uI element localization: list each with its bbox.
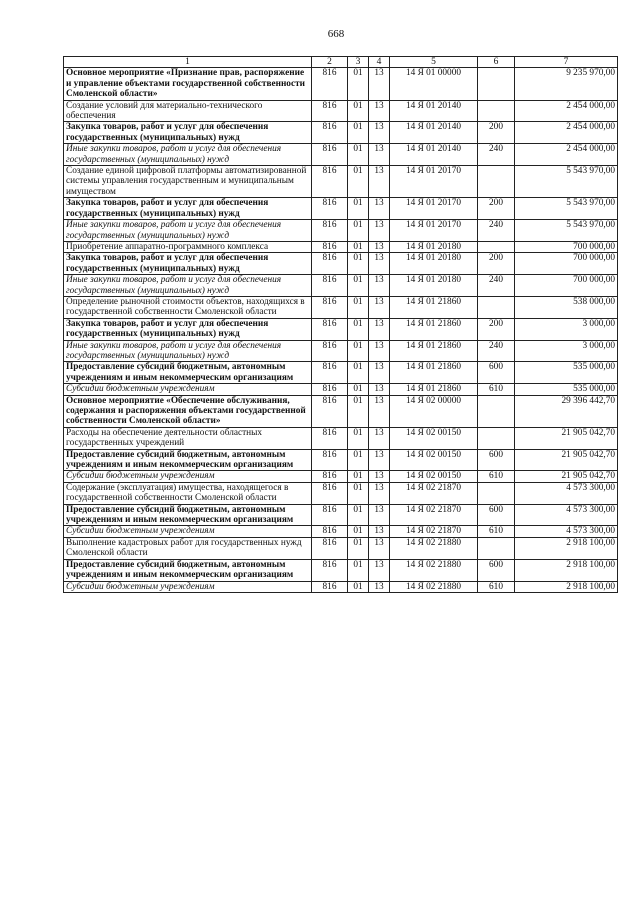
expense-type-cell [478,427,515,449]
table-row [64,581,618,592]
row-name-cell: Определение рыночной стоимости объектов, находящихся в государственной собственности Смоленской области [64,296,312,318]
row-name-cell: Выполнение кадастровых работ для государственных нужд Смоленской области [64,537,312,559]
row-name-cell: Закупка товаров, работ и услуг для обеспечения государственных (муниципальных) нужд [64,253,312,275]
target-article-cell: 14 Я 02 00000 [390,395,478,427]
admin-code-cell: 816 [312,122,348,144]
admin-code-cell: 816 [312,220,348,242]
row-name-cell: Основное мероприятие «Признание прав, распоряжение и управление объектами государственной собственности Смоленской области» [64,68,312,100]
section-code-cell: 01 [348,198,369,220]
section-code-cell: 01 [348,581,369,592]
admin-code-cell: 816 [312,537,348,559]
expense-type-cell [478,241,515,252]
admin-code-cell: 816 [312,100,348,122]
row-name-cell: Предоставление субсидий бюджетным, автономным учреждениям и иным некоммерческим организациям [64,362,312,384]
admin-code-cell: 816 [312,526,348,537]
row-name-cell: Содержание (эксплуатация) имущества, находящегося в государственной собственности Смоленской области [64,482,312,504]
subsection-code-cell: 13 [369,449,390,471]
section-code-cell: 01 [348,559,369,581]
amount-cell: 538 000,00 [515,296,618,318]
admin-code-cell: 816 [312,253,348,275]
admin-code-cell: 816 [312,68,348,100]
admin-code-cell: 816 [312,581,348,592]
expense-type-cell: 600 [478,504,515,526]
amount-cell: 3 000,00 [515,340,618,362]
table-row [64,537,618,559]
header-row [64,57,618,68]
admin-code-cell: 816 [312,340,348,362]
header-cell: 3 [348,57,369,68]
header-cell: 4 [369,57,390,68]
page-number: 668 [327,28,345,40]
target-article-cell: 14 Я 01 00000 [390,68,478,100]
expense-type-cell: 200 [478,318,515,340]
table-row [64,100,618,122]
section-code-cell: 01 [348,362,369,384]
target-article-cell: 14 Я 02 21870 [390,482,478,504]
section-code-cell: 01 [348,318,369,340]
admin-code-cell: 816 [312,166,348,198]
target-article-cell: 14 Я 02 21880 [390,581,478,592]
expense-type-cell: 610 [478,581,515,592]
target-article-cell: 14 Я 01 20170 [390,198,478,220]
subsection-code-cell: 13 [369,318,390,340]
table-row [64,275,618,297]
table-row [64,471,618,482]
subsection-code-cell: 13 [369,198,390,220]
table-row [64,395,618,427]
amount-cell: 2 454 000,00 [515,122,618,144]
amount-cell: 700 000,00 [515,275,618,297]
amount-cell: 2 454 000,00 [515,144,618,166]
table-row [64,340,618,362]
expense-type-cell [478,537,515,559]
subsection-code-cell: 13 [369,482,390,504]
section-code-cell: 01 [348,122,369,144]
row-name-cell: Приобретение аппаратно-программного комплекса [64,241,312,252]
header-cell: 6 [478,57,515,68]
amount-cell: 5 543 970,00 [515,220,618,242]
table-body [64,68,618,593]
target-article-cell: 14 Я 02 21880 [390,559,478,581]
section-code-cell: 01 [348,68,369,100]
section-code-cell: 01 [348,144,369,166]
table-row [64,384,618,395]
subsection-code-cell: 13 [369,144,390,166]
expense-type-cell: 240 [478,144,515,166]
subsection-code-cell: 13 [369,395,390,427]
table-row [64,482,618,504]
target-article-cell: 14 Я 01 20180 [390,275,478,297]
row-name-cell: Предоставление субсидий бюджетным, автономным учреждениям и иным некоммерческим организациям [64,559,312,581]
admin-code-cell: 816 [312,395,348,427]
row-name-cell: Иные закупки товаров, работ и услуг для обеспечения государственных (муниципальных) нужд [64,144,312,166]
target-article-cell: 14 Я 02 00150 [390,449,478,471]
target-article-cell: 14 Я 02 21870 [390,526,478,537]
subsection-code-cell: 13 [369,340,390,362]
target-article-cell: 14 Я 01 21860 [390,362,478,384]
row-name-cell: Закупка товаров, работ и услуг для обеспечения государственных (муниципальных) нужд [64,198,312,220]
expense-type-cell: 600 [478,449,515,471]
section-code-cell: 01 [348,384,369,395]
table-row [64,449,618,471]
target-article-cell: 14 Я 01 21860 [390,296,478,318]
header-cell: 5 [390,57,478,68]
admin-code-cell: 816 [312,482,348,504]
table-row [64,198,618,220]
admin-code-cell: 816 [312,449,348,471]
target-article-cell: 14 Я 01 20140 [390,100,478,122]
target-article-cell: 14 Я 01 20170 [390,166,478,198]
subsection-code-cell: 13 [369,241,390,252]
row-name-cell: Субсидии бюджетным учреждениям [64,581,312,592]
table-row [64,68,618,100]
target-article-cell: 14 Я 01 20180 [390,253,478,275]
expense-type-cell: 610 [478,471,515,482]
admin-code-cell: 816 [312,504,348,526]
budget-table [63,56,618,593]
target-article-cell: 14 Я 01 21860 [390,384,478,395]
section-code-cell: 01 [348,504,369,526]
table-row [64,526,618,537]
admin-code-cell: 816 [312,198,348,220]
row-name-cell: Создание единой цифровой платформы автоматизированной системы управления государственным и муниципальным имуществом [64,166,312,198]
target-article-cell: 14 Я 02 00150 [390,471,478,482]
expense-type-cell: 200 [478,122,515,144]
amount-cell: 21 905 042,70 [515,471,618,482]
table-row [64,296,618,318]
section-code-cell: 01 [348,537,369,559]
subsection-code-cell: 13 [369,275,390,297]
expense-type-cell [478,100,515,122]
row-name-cell: Иные закупки товаров, работ и услуг для обеспечения государственных (муниципальных) нужд [64,340,312,362]
amount-cell: 5 543 970,00 [515,198,618,220]
target-article-cell: 14 Я 01 20140 [390,122,478,144]
amount-cell: 5 543 970,00 [515,166,618,198]
admin-code-cell: 816 [312,427,348,449]
target-article-cell: 14 Я 02 21880 [390,537,478,559]
target-article-cell: 14 Я 01 21860 [390,340,478,362]
row-name-cell: Субсидии бюджетным учреждениям [64,384,312,395]
admin-code-cell: 816 [312,144,348,166]
row-name-cell: Предоставление субсидий бюджетным, автономным учреждениям и иным некоммерческим организациям [64,504,312,526]
table-row [64,559,618,581]
section-code-cell: 01 [348,395,369,427]
target-article-cell: 14 Я 01 20170 [390,220,478,242]
target-article-cell: 14 Я 02 00150 [390,427,478,449]
table-row [64,166,618,198]
expense-type-cell [478,395,515,427]
section-code-cell: 01 [348,241,369,252]
expense-type-cell: 600 [478,362,515,384]
expense-type-cell: 600 [478,559,515,581]
subsection-code-cell: 13 [369,384,390,395]
section-code-cell: 01 [348,482,369,504]
section-code-cell: 01 [348,100,369,122]
subsection-code-cell: 13 [369,526,390,537]
section-code-cell: 01 [348,340,369,362]
amount-cell: 3 000,00 [515,318,618,340]
amount-cell: 700 000,00 [515,253,618,275]
subsection-code-cell: 13 [369,537,390,559]
amount-cell: 4 573 300,00 [515,504,618,526]
table-row [64,427,618,449]
admin-code-cell: 816 [312,318,348,340]
expense-type-cell: 200 [478,253,515,275]
subsection-code-cell: 13 [369,100,390,122]
subsection-code-cell: 13 [369,122,390,144]
amount-cell: 535 000,00 [515,384,618,395]
header-cell: 1 [64,57,312,68]
amount-cell: 2 918 100,00 [515,559,618,581]
section-code-cell: 01 [348,253,369,275]
section-code-cell: 01 [348,275,369,297]
table-row [64,241,618,252]
section-code-cell: 01 [348,220,369,242]
subsection-code-cell: 13 [369,471,390,482]
subsection-code-cell: 13 [369,166,390,198]
row-name-cell: Основное мероприятие «Обеспечение обслуживания, содержания и распоряжения объектами государственной собственности Смоленской области» [64,395,312,427]
amount-cell: 2 454 000,00 [515,100,618,122]
expense-type-cell: 240 [478,340,515,362]
row-name-cell: Субсидии бюджетным учреждениям [64,526,312,537]
expense-type-cell [478,68,515,100]
row-name-cell: Иные закупки товаров, работ и услуг для обеспечения государственных (муниципальных) нужд [64,275,312,297]
subsection-code-cell: 13 [369,220,390,242]
amount-cell: 4 573 300,00 [515,482,618,504]
expense-type-cell: 240 [478,220,515,242]
table-row [64,318,618,340]
expense-type-cell: 240 [478,275,515,297]
admin-code-cell: 816 [312,384,348,395]
section-code-cell: 01 [348,427,369,449]
admin-code-cell: 816 [312,559,348,581]
header-cell: 2 [312,57,348,68]
row-name-cell: Расходы на обеспечение деятельности областных государственных учреждений [64,427,312,449]
table-row [64,144,618,166]
subsection-code-cell: 13 [369,559,390,581]
table-row [64,362,618,384]
amount-cell: 29 396 442,70 [515,395,618,427]
amount-cell: 9 235 970,00 [515,68,618,100]
amount-cell: 21 905 042,70 [515,427,618,449]
table-row [64,253,618,275]
table-row [64,504,618,526]
amount-cell: 2 918 100,00 [515,581,618,592]
section-code-cell: 01 [348,526,369,537]
target-article-cell: 14 Я 01 21860 [390,318,478,340]
table-row [64,122,618,144]
subsection-code-cell: 13 [369,581,390,592]
expense-type-cell [478,166,515,198]
expense-type-cell: 610 [478,526,515,537]
expense-type-cell: 200 [478,198,515,220]
row-name-cell: Создание условий для материально-технического обеспечения [64,100,312,122]
subsection-code-cell: 13 [369,253,390,275]
admin-code-cell: 816 [312,471,348,482]
admin-code-cell: 816 [312,275,348,297]
amount-cell: 700 000,00 [515,241,618,252]
expense-type-cell [478,296,515,318]
expense-type-cell: 610 [478,384,515,395]
admin-code-cell: 816 [312,241,348,252]
section-code-cell: 01 [348,471,369,482]
section-code-cell: 01 [348,296,369,318]
target-article-cell: 14 Я 01 20140 [390,144,478,166]
target-article-cell: 14 Я 01 20180 [390,241,478,252]
row-name-cell: Закупка товаров, работ и услуг для обеспечения государственных (муниципальных) нужд [64,318,312,340]
row-name-cell: Предоставление субсидий бюджетным, автономным учреждениям и иным некоммерческим организациям [64,449,312,471]
amount-cell: 2 918 100,00 [515,537,618,559]
section-code-cell: 01 [348,166,369,198]
subsection-code-cell: 13 [369,362,390,384]
row-name-cell: Иные закупки товаров, работ и услуг для обеспечения государственных (муниципальных) нужд [64,220,312,242]
header-cell: 7 [515,57,618,68]
amount-cell: 4 573 300,00 [515,526,618,537]
target-article-cell: 14 Я 02 21870 [390,504,478,526]
row-name-cell: Закупка товаров, работ и услуг для обеспечения государственных (муниципальных) нужд [64,122,312,144]
subsection-code-cell: 13 [369,296,390,318]
table-row [64,220,618,242]
subsection-code-cell: 13 [369,68,390,100]
amount-cell: 535 000,00 [515,362,618,384]
row-name-cell: Субсидии бюджетным учреждениям [64,471,312,482]
admin-code-cell: 816 [312,296,348,318]
section-code-cell: 01 [348,449,369,471]
admin-code-cell: 816 [312,362,348,384]
expense-type-cell [478,482,515,504]
amount-cell: 21 905 042,70 [515,449,618,471]
subsection-code-cell: 13 [369,427,390,449]
subsection-code-cell: 13 [369,504,390,526]
